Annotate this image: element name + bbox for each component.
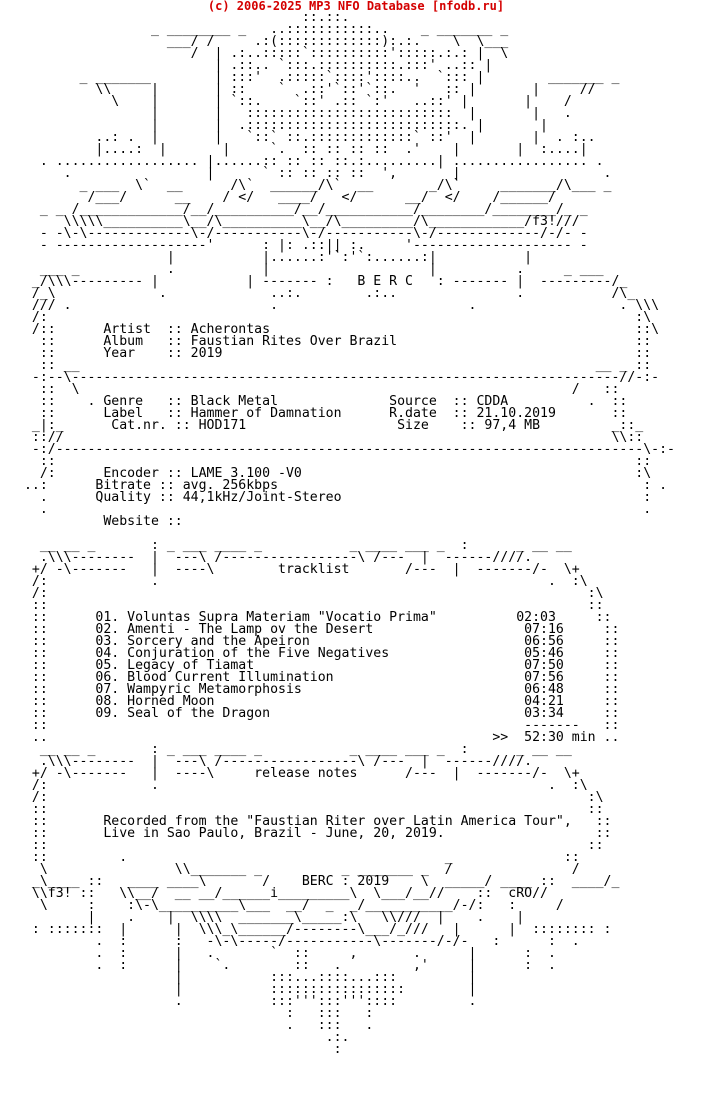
nfo-line: /: :\ <box>16 310 652 325</box>
nfo-line: /// . . . . \\\ <box>16 298 660 313</box>
nfo-line: :: . _ :: <box>16 850 580 865</box>
nfo-line: :: 02. Amenti - The Lamp ov the Desert 07:16 :: <box>16 622 620 637</box>
nfo-line: _ ________ _ ..:::::::::::.. _ _______ _ <box>16 22 509 37</box>
nfo-line: :: 01. Voluntas Supra Materiam "Vocatio Prima" 02:03 :: <box>16 610 612 625</box>
nfo-line: | .::.. `:::.::::::::::.:::' ..:: | <box>16 58 493 73</box>
nfo-line: :: 06. Blood Current Illumination 07:56 :: <box>16 670 620 685</box>
nfo-line: | |......:'`:'`:......:| | <box>16 250 533 265</box>
nfo-line: | | :::::::::::::::::::::::::: | | . <box>16 106 572 121</box>
nfo-line: :: 08. Horned Moon 04:21 :: <box>16 694 620 709</box>
nfo-line: /: . . :\ <box>16 574 588 589</box>
nfo-line: +/ -\------- | ----\ release notes /--- | -------/- \+ <box>16 766 580 781</box>
nfo-line: - -\-\-------------\-/-----------\-/-----------\-/-------------/-/- - <box>16 226 588 241</box>
nfo-line: | ::::::::::::::::: | <box>16 982 477 997</box>
nfo-line: -:--\---------------------------------------------------------------------//-:- <box>16 370 660 385</box>
nfo-line: /___/ __ / </ ____/ </ __/ </ /______/ <box>16 190 556 205</box>
nfo-line: _ _ /_____________/__/__________/__/___________/________/________/_ _ <box>16 202 588 217</box>
nfo-line: \ | | `::. `::' .:: `:' ..::' | | / <box>16 94 572 109</box>
copyright-header: (c) 2006-2025 MP3 NFO Database [nfodb.ru] <box>207 0 505 13</box>
nfo-line: : ::: : <box>16 1006 374 1021</box>
nfo-line: .. >> 52:30 min .. <box>16 730 620 745</box>
nfo-line: : <box>16 1042 342 1057</box>
nfo-line: /: . . :\ <box>16 778 588 793</box>
nfo-line: :: Year :: 2019 :: <box>16 346 652 361</box>
nfo-line: :: 09. Seal of the Dragon 03:34 :: <box>16 706 620 721</box>
nfo-line: | | .:::::::::::::::::::::::::::. | | <box>16 118 548 133</box>
nfo-line: ..: . | | `::` ::.:::::::::::::` ::' | | . :.. <box>16 130 596 145</box>
nfo-line: :: \ / :: <box>16 382 620 397</box>
nfo-line: | :::...::::...::: | <box>16 970 477 985</box>
nfo-line: :: :: <box>16 802 604 817</box>
nfo-line: . : | . ` :: , . | : . <box>16 946 556 961</box>
nfo-line: :: . Genre :: Black Metal Source :: CDDA . :: <box>16 394 628 409</box>
nfo-line: :: :: <box>16 598 604 613</box>
nfo-line: ..: Bitrate :: avg. 256kbps : . <box>16 478 668 493</box>
nfo-line: :: 05. Legacy of Tiamat 07:50 :: <box>16 658 620 673</box>
nfo-line: ___/ / .:(:::::::::::::):.:. \ \___ <box>16 34 509 49</box>
nfo-line: ::// \\:: <box>16 430 644 445</box>
nfo-line: . | ` :: :: :: :: ', | . <box>16 166 612 181</box>
nfo-ascii-art <box>16 12 675 1056</box>
nfo-line: :: :: <box>16 454 652 469</box>
nfo-line: |....: | | `. :: :: :: :: .' | | :....| <box>16 142 588 157</box>
nfo-line: ::.::. <box>16 10 350 25</box>
nfo-line: :: __ __ _ :: <box>16 358 652 373</box>
nfo-line: \\\\\__________\__/\__________\__/\_________/\____________/f3!/// <box>16 214 580 229</box>
nfo-line: -:/--------------------------------------------------------------------------\-:- <box>16 442 675 457</box>
nfo-line: __ __ _ : _ ___ ____ _ _ ____ ___ _ : _ __ __ <box>16 742 572 757</box>
nfo-line: :: Recorded from the "Faustian Riter over Latin America Tour", :: <box>16 814 612 829</box>
nfo-line: __ __ _ : _ ___ ____ _ _ ____ ___ _ : _ __ __ <box>16 538 572 553</box>
nfo-line: . . <box>16 502 652 517</box>
nfo-line: _\____ :: ____ ____\ / BERC : 2019 \ _____/ ____ :: ____/_ <box>16 874 620 889</box>
nfo-line: .:. <box>16 1030 350 1045</box>
nfo-line: \\f3! :: \\__/ __ __/______i_________\ \___/__// :: cRO// <box>16 886 548 901</box>
nfo-line: :: 03. Sorcery and the Apeiron 06:56 :: <box>16 634 620 649</box>
nfo-line: . :::''':::''':::: . <box>16 994 477 1009</box>
nfo-line: Website :: <box>16 514 183 529</box>
nfo-line: : ::::::: | | \\\_\______/--------\___/_/// | | :::::::: : <box>16 922 612 937</box>
nfo-line: .\\\-------- | ---\ /-----------------\ /--- | ------////. <box>16 754 533 769</box>
nfo-line: .\\\-------- | ---\ /-----------------\ /--- | ------////. <box>16 550 533 565</box>
nfo-line: _ _______ | :::' .:::::`::::'::::.. `::: | _______ _ <box>16 70 620 85</box>
nfo-line: ___ _ . | | . _ ___ <box>16 262 604 277</box>
nfo-line: /:: Artist :: Acherontas ::\ <box>16 322 660 337</box>
nfo-line: / | .:..:::::`::::::::::':::::.:.: | \ <box>16 46 509 61</box>
nfo-line: :: :: <box>16 838 604 853</box>
nfo-line: /: :\ <box>16 790 604 805</box>
nfo-line: \\ | | :: ` .::'`::'`::. ' :: | | // <box>16 82 596 97</box>
nfo-line: :: 07. Wampyric Metamorphosis 06:48 :: <box>16 682 620 697</box>
nfo-line: . : | `. :: . ,' | : . <box>16 958 556 973</box>
nfo-line: \ \\_______ _ _ _______ _ / / <box>16 862 580 877</box>
nfo-line: - -------------------' : |: .::|| :. '-------------------- - <box>16 238 588 253</box>
nfo-line: \ : :\-\__________\___ __/ _ _/___________/-/: : / <box>16 898 564 913</box>
nfo-line: _/\\\--------- | | ------- : B E R C : ------- | ---------/_ <box>16 274 628 289</box>
nfo-line: :: Live in Sao Paulo, Brazil - June, 20, 2019. :: <box>16 826 612 841</box>
nfo-line: :: ------- :: <box>16 718 620 733</box>
nfo-line: +/ -\------- | ----\ tracklist /--- | -------/- \+ <box>16 562 580 577</box>
nfo-line: :: Album :: Faustian Rites Over Brazil :: <box>16 334 652 349</box>
nfo-line: /: Encoder :: LAME 3.100 -V0 :\ <box>16 466 652 481</box>
nfo-line: _ ___ \` __ /\` ______/\` __ _/\` _______/\___ _ <box>16 178 612 193</box>
nfo-line: . Quality :: 44,1kHz/Joint-Stereo : <box>16 490 652 505</box>
nfo-line: . : : -\-\-----/-----------\-------/-/- : : . <box>16 934 580 949</box>
nfo-line: . ::: . <box>16 1018 374 1033</box>
nfo-line: :: Label :: Hammer of Damnation R.date :: 21.10.2019 :: <box>16 406 628 421</box>
nfo-line: . .................. |......:: :: :: ::.:.........| ................. . <box>16 154 604 169</box>
nfo-line: | . | \\\\ _______\_____:\ \\/// | . | <box>16 910 525 925</box>
nfo-line: :: 04. Conjuration of the Five Negatives 05:46 :: <box>16 646 620 661</box>
nfo-line: /_\ . ..:. .:.. . /\_ <box>16 286 636 301</box>
nfo-line: _|:_ Cat.nr. :: HOD171 Size :: 97,4 MB _::_ <box>16 418 644 433</box>
nfo-line: /: :\ <box>16 586 604 601</box>
